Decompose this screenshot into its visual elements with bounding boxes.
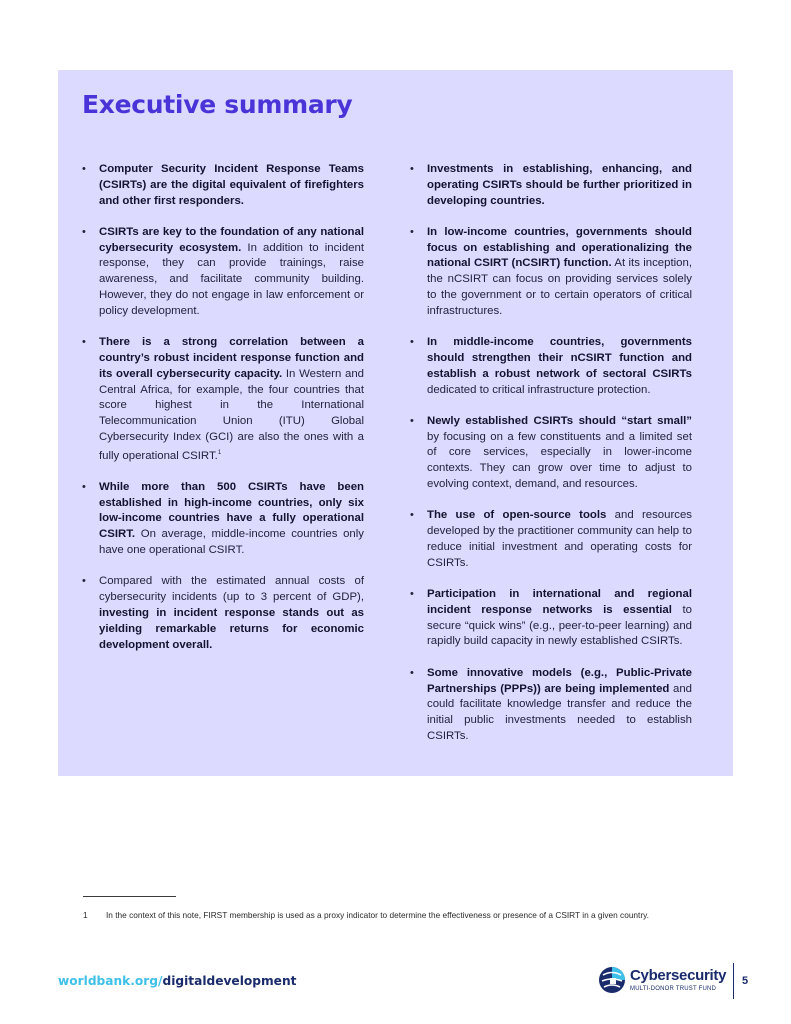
list-item: • Some innovative models (e.g., Public-Private Partnerships (PPPs)) are being implemented and could facilitate knowledge transfer and reduce the initial public investments needed to establish CSIRTs. [410,666,692,745]
logo-subtitle: MULTI-DONOR TRUST FUND [630,986,717,992]
list-item: • Compared with the estimated annual costs of cybersecurity incidents (up to 3 percent of GDP), investing in incident response stands out as yielding remarkable returns for economic development overall. [82,574,364,653]
executive-summary-panel [58,70,733,776]
footnote-ref[interactable]: 1 [217,449,222,456]
logo-name: Cybersecurity [630,967,727,984]
left-column-list [82,162,364,669]
right-column-list [410,162,692,760]
list-item: • In middle-income countries, governments should strengthen their nCSIRT function and establish a robust network of sectoral CSIRTs dedicated to critical infrastructure protection. [410,335,692,398]
site-link-path: digitaldevelopment [162,974,297,988]
site-link[interactable] [58,974,296,988]
page-number: 5 [742,975,749,987]
list-item: • There is a strong correlation between a country’s robust incident response function and its overall cybersecurity capacity. In Western and Central Africa, for example, the four countries that score highest in the International Telecommunication Union (ITU) Global Cybersecurity Index (GCI) are also the ones with a fully operational CSIRT.$^1$ [82,335,364,464]
footnote [83,909,723,921]
list-item: • Investments in establishing, enhancing, and operating CSIRTs should be further prioritized in developing countries. [410,162,692,209]
list-item: • While more than 500 CSIRTs have been established in high-income countries, only six low-income countries have a fully operational CSIRT. On average, middle-income countries only have one operational CSIRT. [82,480,364,559]
list-item: • Participation in international and regional incident response networks is essential to secure “quick wins” (e.g., peer-to-peer learning) and rapidly build capacity in newly established CSIRTs. [410,587,692,650]
list-item: • Newly established CSIRTs should “start small” by focusing on a few constituents and a limited set of core services, especially in lower-income contexts. They can grow over time to adjust to evolving context, demand, and resources. [410,414,692,493]
footnote-number: 1 [83,910,88,920]
list-item: • Computer Security Incident Response Teams (CSIRTs) are the digital equivalent of firefighters and other first responders. [82,162,364,209]
list-item: • CSIRTs are key to the foundation of any national cybersecurity ecosystem. In addition to incident response, they can provide trainings, raise awareness, and facilitate community building. However, they do not engage in law enforcement or policy development. [82,225,364,320]
page-title: Executive summary [82,90,353,119]
footer-divider [733,963,734,999]
list-item: • In low-income countries, governments should focus on establishing and operationalizing the national CSIRT (nCSIRT) function. At its inception, the nCSIRT can focus on providing services solely to the government or to certain operators of critical infrastructures. [410,225,692,320]
footnote-text: In the context of this note, FIRST membership is used as a proxy indicator to determine the effectiveness or presence of a CSIRT in a given country. [106,910,649,920]
list-item: • The use of open-source tools and resources developed by the practitioner community can help to reduce initial investment and operating costs for CSIRTs. [410,508,692,571]
site-link-domain: worldbank.org/ [58,974,163,988]
footnote-divider [83,896,176,897]
globe-logo-icon [598,966,626,994]
cybersecurity-fund-logo [598,965,727,999]
